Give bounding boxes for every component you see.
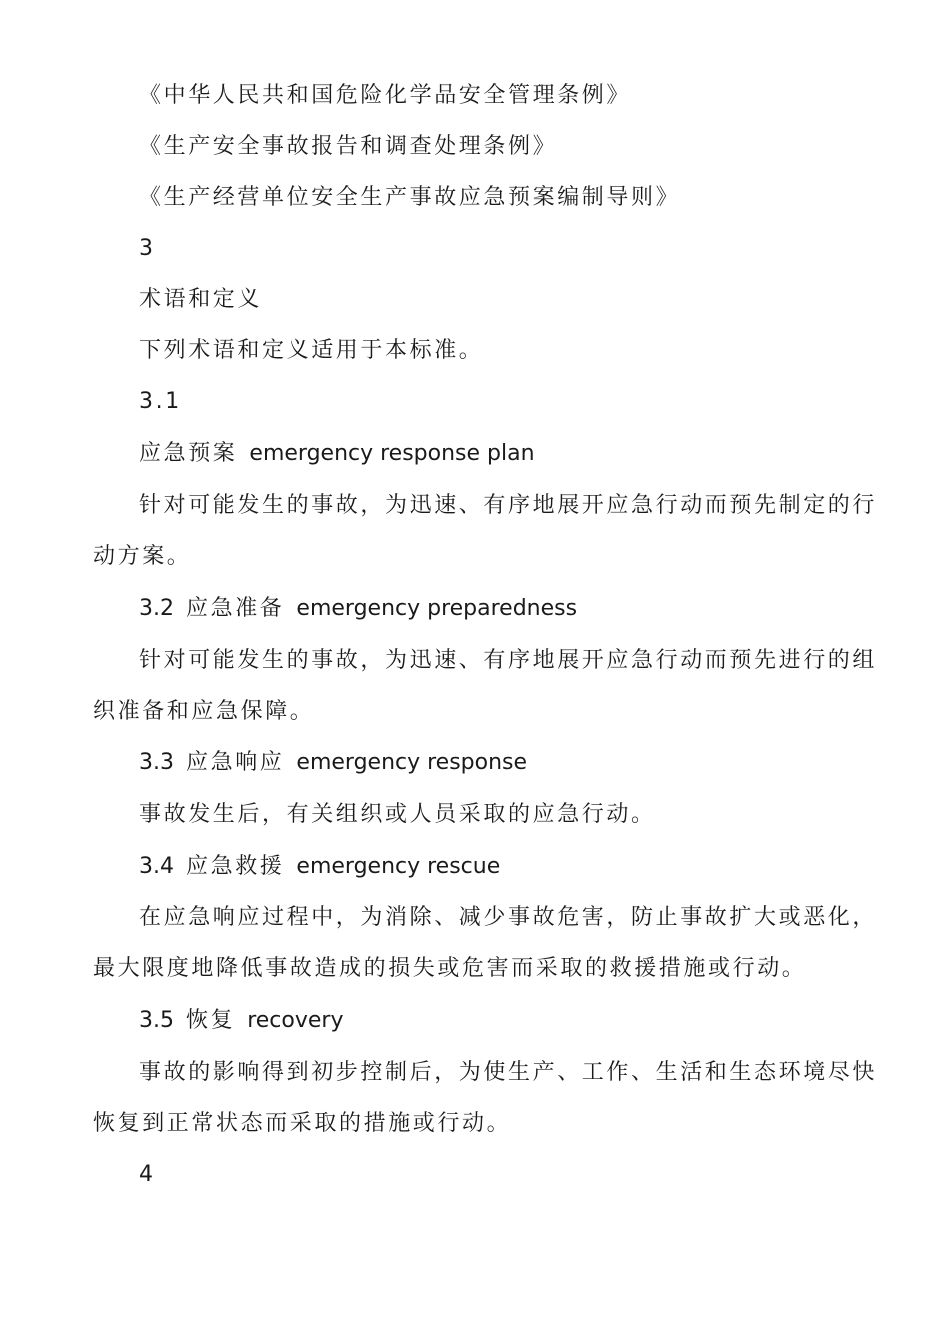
section-4-number: 4 (139, 1162, 156, 1187)
reference-regulation-hazardous-chemicals: 《中华人民共和国危险化学品安全管理条例》 (139, 83, 632, 108)
term-english: emergency preparedness (296, 596, 578, 621)
section-3-4-definition-line-1: 在应急响应过程中，为消除、减少事故危害，防止事故扩大或恶化， (139, 905, 878, 930)
section-3-4-definition-line-2: 最大限度地降低事故造成的损失或危害而采取的救援措施或行动。 (93, 956, 807, 981)
section-3-4-term (139, 852, 500, 882)
term-english: recovery (247, 1008, 344, 1033)
section-3-intro: 下列术语和定义适用于本标准。 (139, 338, 484, 363)
section-number: 3.2 (139, 596, 174, 621)
section-3-1-number: 3.1 (139, 389, 182, 414)
term-chinese: 应急响应 (186, 750, 285, 775)
term-chinese: 应急救援 (186, 854, 285, 879)
section-3-5-definition-line-1: 事故的影响得到初步控制后，为使生产、工作、生活和生态环境尽快 (139, 1060, 878, 1085)
section-3-1-definition-line-2: 动方案。 (93, 544, 192, 569)
section-number: 3.3 (139, 750, 174, 775)
section-3-1-term (139, 439, 535, 469)
term-english: emergency response plan (249, 441, 535, 466)
term-chinese: 恢复 (186, 1008, 236, 1033)
section-3-number: 3 (139, 236, 156, 261)
section-3-3-definition: 事故发生后，有关组织或人员采取的应急行动。 (139, 802, 656, 827)
term-chinese: 应急准备 (186, 596, 285, 621)
section-3-5-definition-line-2: 恢复到正常状态而采取的措施或行动。 (93, 1111, 512, 1136)
section-3-3-term (139, 748, 527, 778)
section-number: 3.5 (139, 1008, 174, 1033)
section-3-title: 术语和定义 (139, 287, 263, 312)
section-3-2-definition-line-1: 针对可能发生的事故，为迅速、有序地展开应急行动而预先进行的组 (139, 648, 878, 673)
section-3-2-term (139, 594, 577, 624)
section-number: 3.4 (139, 854, 174, 879)
term-chinese: 应急预案 (139, 441, 238, 466)
term-english: emergency rescue (296, 854, 501, 879)
term-english: emergency response (296, 750, 528, 775)
reference-regulation-accident-reporting: 《生产安全事故报告和调查处理条例》 (139, 134, 558, 159)
section-3-1-definition-line-1: 针对可能发生的事故，为迅速、有序地展开应急行动而预先制定的行 (139, 493, 878, 518)
reference-guideline-emergency-plan: 《生产经营单位安全生产事故应急预案编制导则》 (139, 185, 681, 210)
section-3-5-term (139, 1006, 343, 1036)
section-3-2-definition-line-2: 织准备和应急保障。 (93, 699, 315, 724)
